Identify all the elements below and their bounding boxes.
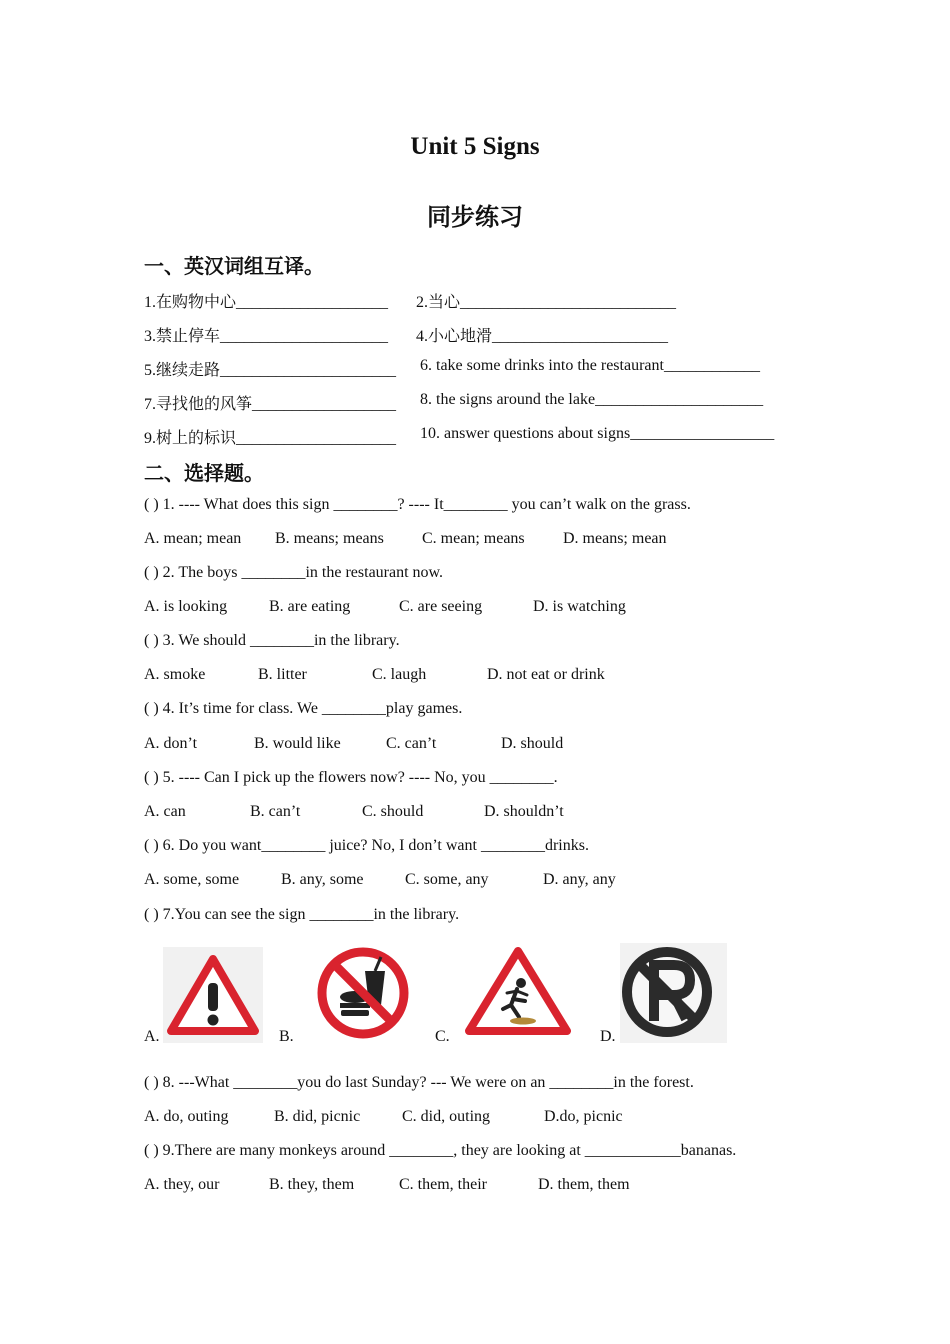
translation-item: 1.在购物中心___________________ <box>144 294 389 311</box>
option: A. mean; mean <box>144 530 242 547</box>
option: B. means; means <box>275 530 384 547</box>
option: C. did, outing <box>402 1108 491 1125</box>
section1-heading: 一、英汉词组互译。 <box>144 254 324 278</box>
option: B. would like <box>254 735 341 752</box>
option: C. <box>435 1028 450 1045</box>
question-text: ( ) 6. Do you want________ juice? No, I don’t want ________drinks. <box>144 837 589 854</box>
option: B. they, them <box>269 1176 355 1193</box>
question-text: ( ) 4. It’s time for class. We ________play games. <box>144 700 463 717</box>
option: D.do, picnic <box>544 1108 623 1125</box>
option: B. are eating <box>269 598 351 615</box>
option: D. <box>600 1028 616 1045</box>
option: C. laugh <box>372 666 427 683</box>
question-text: ( ) 7.You can see the sign ________in the library. <box>144 906 460 923</box>
option: B. can’t <box>250 803 301 820</box>
question-text: ( ) 3. We should ________in the library. <box>144 632 400 649</box>
option: C. should <box>362 803 424 820</box>
option: A. don’t <box>144 735 198 752</box>
translation-item: 9.树上的标识____________________ <box>144 430 397 447</box>
option: A. they, our <box>144 1176 220 1193</box>
option: D. is watching <box>533 598 626 615</box>
question-text: ( ) 2. The boys ________in the restaurant now. <box>144 564 444 581</box>
question-text: ( ) 8. ---What ________you do last Sunday? --- We were on an ________in the forest. <box>144 1074 694 1091</box>
no-parking-icon <box>620 943 727 1043</box>
option: D. means; mean <box>563 530 667 547</box>
translation-item: 5.继续走路______________________ <box>144 362 397 379</box>
option: C. them, their <box>399 1176 487 1193</box>
option: D. not eat or drink <box>487 666 605 683</box>
question-text: ( ) 9.There are many monkeys around ________, they are looking at ____________bananas. <box>144 1142 737 1159</box>
question-text: ( ) 5. ---- Can I pick up the flowers now? ---- No, you ________. <box>144 769 558 786</box>
option: C. can’t <box>386 735 437 752</box>
option: B. litter <box>258 666 307 683</box>
option: B. any, some <box>281 871 364 888</box>
section2-heading: 二、选择题。 <box>144 461 264 485</box>
translation-item: 3.禁止停车_____________________ <box>144 328 389 345</box>
page-title: Unit 5 Signs <box>410 133 540 160</box>
translation-item: 6. take some drinks into the restaurant____________ <box>420 357 760 374</box>
option: A. some, some <box>144 871 240 888</box>
option: D. any, any <box>543 871 616 888</box>
translation-item: 4.小心地滑______________________ <box>416 328 669 345</box>
option: D. them, them <box>538 1176 630 1193</box>
option: B. <box>279 1028 294 1045</box>
option: D. shouldn’t <box>484 803 564 820</box>
option: D. should <box>501 735 564 752</box>
page-subtitle: 同步练习 <box>427 203 523 231</box>
translation-item: 8. the signs around the lake_____________________ <box>420 391 764 408</box>
option: A. smoke <box>144 666 206 683</box>
translation-item: 2.当心___________________________ <box>416 294 677 311</box>
option: C. some, any <box>405 871 489 888</box>
question-text: ( ) 1. ---- What does this sign ________? ---- It________ you can’t walk on the grass. <box>144 496 691 513</box>
warning-exclamation-icon <box>163 947 263 1043</box>
option: A. <box>144 1028 160 1045</box>
option: B. did, picnic <box>274 1108 361 1125</box>
option: C. are seeing <box>399 598 483 615</box>
slippery-floor-icon <box>463 943 573 1039</box>
option: C. mean; means <box>422 530 525 547</box>
option: A. is looking <box>144 598 228 615</box>
option: A. do, outing <box>144 1108 229 1125</box>
translation-item: 7.寻找他的风筝__________________ <box>144 396 397 413</box>
no-eating-drinking-icon <box>315 945 411 1041</box>
translation-item: 10. answer questions about signs__________________ <box>420 425 775 442</box>
option: A. can <box>144 803 186 820</box>
